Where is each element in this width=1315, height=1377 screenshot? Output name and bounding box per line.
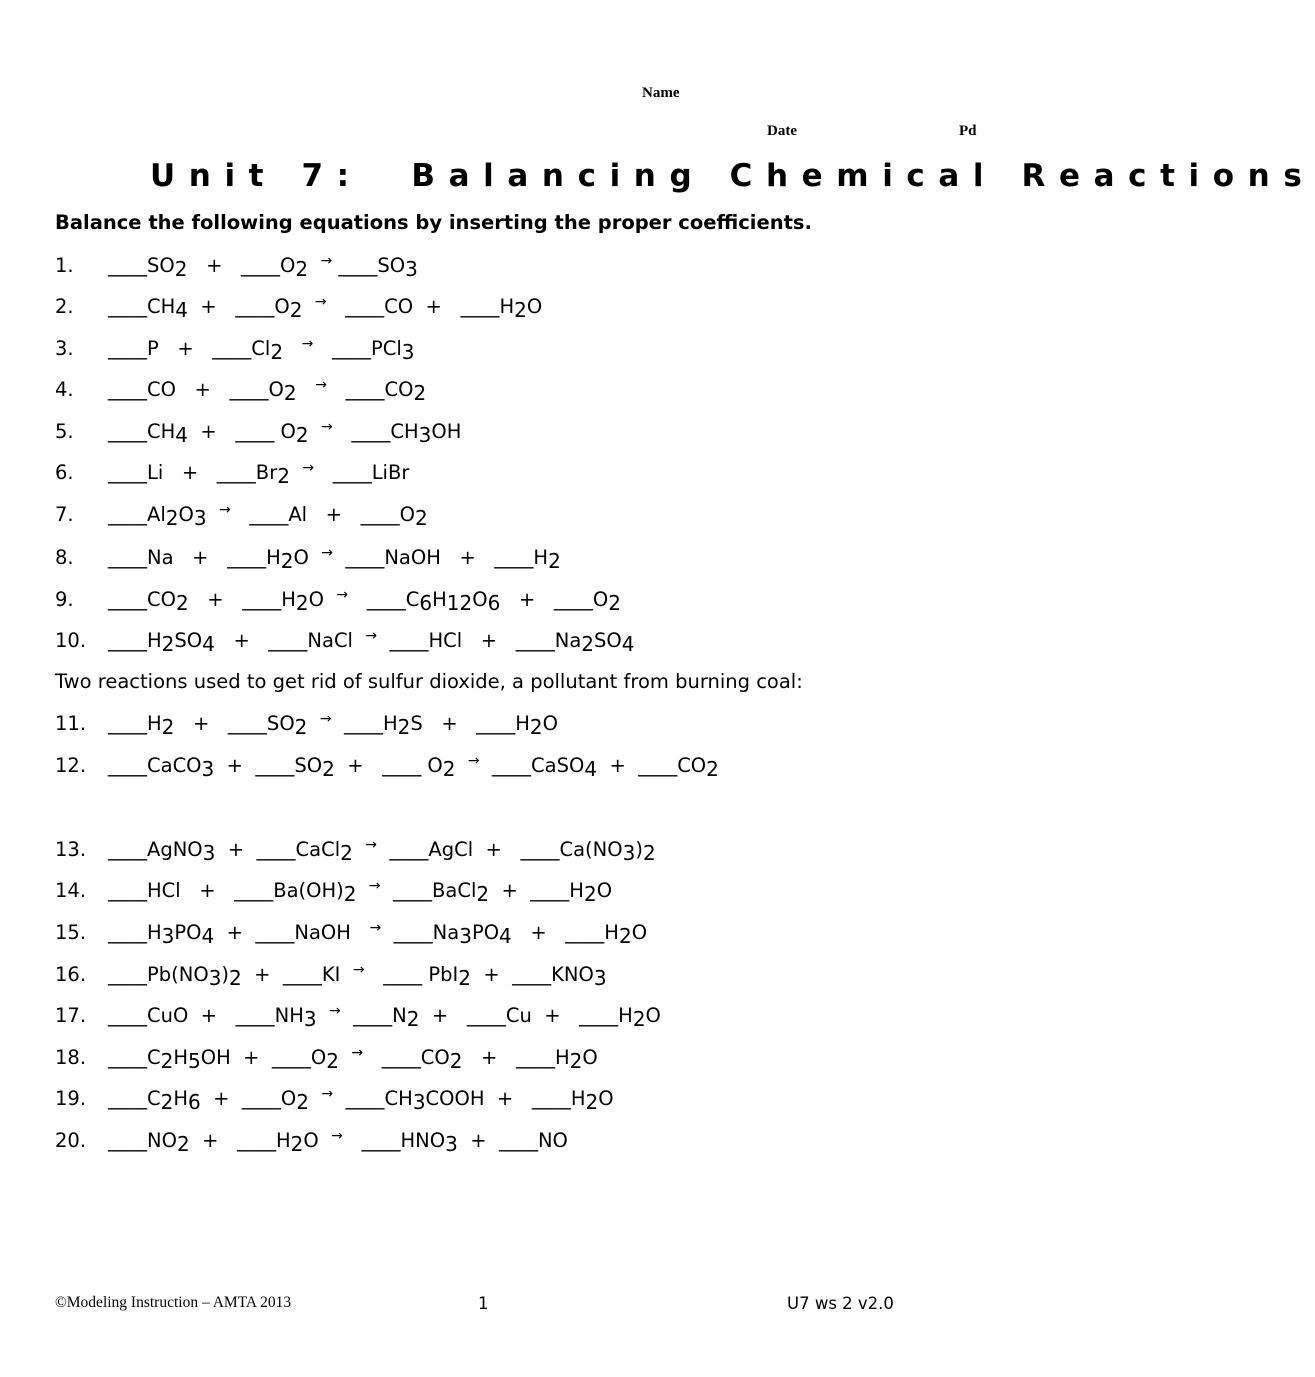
subscript: 3 <box>193 506 207 530</box>
reaction-arrow-icon: → <box>319 711 332 727</box>
subscript: 2 <box>569 1049 583 1073</box>
equation-text: ____AgNO$_3$ + ____CaCl$_2$ → ____AgCl + $\_\_\_\_Ca(NO_3)_2$ <box>108 837 656 865</box>
equation-number: 8. <box>55 546 74 569</box>
subscript: 3 <box>418 423 432 447</box>
equation-text: $\_\_\_\_CO_2$ + $\_\_\_\_H_2O$ → $\_\_\_\_C_6H_{12}O_6$ + $\_\_\_\_O_2$ <box>108 587 621 615</box>
reaction-arrow-icon: → <box>369 920 382 936</box>
subscript: 2 <box>608 591 621 615</box>
subscript: 2 <box>581 632 595 656</box>
reaction-arrow-icon: → <box>351 1045 364 1061</box>
reaction-arrow-icon: → <box>321 419 333 435</box>
subscript: 2 <box>413 381 427 405</box>
subscript: 4 <box>202 632 215 656</box>
subscript: 2 <box>160 1090 174 1114</box>
equation-text: $\_\_\_\_C_2H_6$ + $\_\_\_\_O_2$ → $\_\_\_\_CH_3COOH$ + $\_\_\_\_H_2O$ <box>108 1086 614 1114</box>
subscript: 2 <box>476 882 490 906</box>
section-note: Two reactions used to get rid of sulfur dioxide, a pollutant from burning coal: <box>55 670 803 693</box>
equation-text: $\_\_\_\_Pb(NO_3)_2$ + ____KI → ____ $PbI_2 + \_\_\_\_KNO_3$ <box>108 962 607 990</box>
reaction-arrow-icon: → <box>467 753 480 769</box>
equation-text: $\_\_\_\_H_2$ + $\_\_\_\_SO_2$ → $\_\_\_\_H_2S$ + $\_\_\_\_H_2O$ <box>108 711 559 739</box>
subscript: 6 <box>419 591 433 615</box>
equation-text: $\_\_\_\_Al_2O_3$ → ____Al + $\_\_\_\_O_2$ <box>108 502 428 530</box>
equation-number: 10. <box>55 629 87 652</box>
reaction-arrow-icon: → <box>352 962 365 978</box>
equation-number: 14. <box>55 879 87 902</box>
reaction-arrow-icon: → <box>336 587 349 603</box>
subscript: 2 <box>340 841 353 865</box>
equation-number: 13. <box>55 838 87 861</box>
equation-row <box>55 878 613 909</box>
equation-row <box>55 294 543 325</box>
subscript: 2 <box>397 715 411 739</box>
subscript: 2 <box>583 882 597 906</box>
subscript: 2 <box>343 882 357 906</box>
reaction-arrow-icon: → <box>368 878 381 894</box>
subscript: 4 <box>499 924 512 948</box>
equation-text: ____HCl + $\_\_\_\_Ba(OH)_2$ → ____BaCl$_2$ + $\_\_\_\_H_2O$ <box>108 878 613 906</box>
subscript: 2 <box>548 549 561 573</box>
reaction-arrow-icon: → <box>315 377 327 393</box>
subscript: 2 <box>160 1049 174 1073</box>
subscript: 2 <box>296 1090 309 1114</box>
subscript: 2 <box>449 1049 463 1073</box>
subscript: 2 <box>295 257 309 281</box>
subscript: 3 <box>202 841 216 865</box>
subscript: 2 <box>161 632 175 656</box>
reaction-arrow-icon: → <box>320 253 333 269</box>
equation-number: 7. <box>55 503 74 526</box>
subscript: 3 <box>161 924 175 948</box>
subscript: 2 <box>295 423 309 447</box>
equation-row <box>55 628 635 659</box>
subscript: 2 <box>642 841 656 865</box>
equation-row <box>55 377 427 408</box>
subscript: 2 <box>322 757 335 781</box>
equation-row <box>55 837 656 868</box>
subscript: 2 <box>706 757 719 781</box>
equation-text: $\_\_\_\_CH_4$ + ____ $O_2$ → $\_\_\_\_CH_3OH$ <box>108 419 462 447</box>
reaction-arrow-icon: → <box>301 336 314 352</box>
subscript: 3 <box>459 924 472 948</box>
equation-row <box>55 1086 614 1117</box>
date-label: Date <box>767 123 797 139</box>
reaction-arrow-icon: → <box>321 545 333 561</box>
equation-row <box>55 1045 598 1076</box>
reaction-arrow-icon: → <box>365 837 377 853</box>
equation-number: 6. <box>55 461 74 484</box>
equation-number: 4. <box>55 378 74 401</box>
equation-number: 19. <box>55 1087 87 1110</box>
subscript: 2 <box>165 506 179 530</box>
subscript: 3 <box>412 1090 426 1114</box>
subscript: 4 <box>175 423 189 447</box>
reaction-arrow-icon: → <box>219 502 231 518</box>
subscript: 12 <box>446 591 473 615</box>
reaction-arrow-icon: → <box>321 1086 334 1102</box>
subscript: 2 <box>270 340 284 364</box>
subscript: 4 <box>621 632 635 656</box>
subscript: 2 <box>229 966 242 990</box>
subscript: 2 <box>280 549 294 573</box>
equation-row <box>55 502 428 533</box>
subscript: 2 <box>632 1007 646 1031</box>
equation-row <box>55 419 462 450</box>
equation-number: 11. <box>55 712 87 735</box>
equation-row <box>55 920 648 951</box>
reaction-arrow-icon: → <box>302 460 315 476</box>
subscript: 2 <box>289 298 303 322</box>
equation-text: $\_\_\_\_NO_2$ + $\_\_\_\_H_2O$ → $\_\_\_\_HNO_3$ + ____NO <box>108 1128 568 1156</box>
equation-row <box>55 711 559 742</box>
equation-row <box>55 253 418 284</box>
equation-number: 12. <box>55 754 87 777</box>
equation-text: $\_\_\_\_C_2H_5OH$ + $\_\_\_\_O_2$ → $\_\_\_\_CO_2$ + $\_\_\_\_H_2O$ <box>108 1045 598 1073</box>
subscript: 2 <box>414 506 428 530</box>
equation-number: 15. <box>55 921 87 944</box>
equation-number: 17. <box>55 1004 87 1027</box>
subscript: 3 <box>593 966 607 990</box>
equation-number: 20. <box>55 1129 87 1152</box>
reaction-arrow-icon: → <box>331 1128 343 1144</box>
subscript: 2 <box>618 924 632 948</box>
equation-row <box>55 460 410 491</box>
subscript: 2 <box>442 757 456 781</box>
subscript: 2 <box>406 1007 420 1031</box>
subscript: 2 <box>277 464 290 488</box>
equation-row <box>55 587 621 618</box>
subscript: 3 <box>208 966 222 990</box>
subscript: 2 <box>176 1132 190 1156</box>
equation-row <box>55 545 561 576</box>
equation-text: $\_\_\_\_H_3PO_4$ + ____NaOH → $\_\_\_\_Na_3PO_4$ + $\_\_\_\_H_2O$ <box>108 920 648 948</box>
equation-row <box>55 753 719 784</box>
subscript: 4 <box>201 924 215 948</box>
subscript: 5 <box>188 1049 201 1073</box>
subscript: 2 <box>295 591 309 615</box>
page-title: Unit 7: Balancing Chemical Reactions <box>150 158 1315 194</box>
equation-text: ____P + $\_\_\_\_Cl_2$ → ____PCl$_3$ <box>108 336 415 364</box>
equation-text: ____CO + $\_\_\_\_O_2$ → $\_\_\_\_CO_2$ <box>108 377 427 405</box>
subscript: 4 <box>175 298 189 322</box>
subscript: 3 <box>201 757 215 781</box>
subscript: 6 <box>188 1090 201 1114</box>
name-label: Name <box>642 85 680 101</box>
subscript: 3 <box>303 1007 317 1031</box>
equation-row <box>55 336 415 367</box>
equation-text: $\_\_\_\_CH_4$ + $\_\_\_\_O_2$ → ____CO + $\_\_\_\_H_2O$ <box>108 294 543 322</box>
equation-number: 16. <box>55 963 87 986</box>
subscript: 2 <box>175 591 189 615</box>
subscript: 3 <box>405 257 418 281</box>
footer-page-number: 1 <box>478 1294 489 1313</box>
subscript: 2 <box>585 1090 599 1114</box>
subscript: 3 <box>622 841 636 865</box>
equation-number: 5. <box>55 420 74 443</box>
subscript: 2 <box>283 381 297 405</box>
equation-text: $\_\_\_\_H_2SO_4$ + ____NaCl → ____HCl + $\_\_\_\_Na_2SO_4$ <box>108 628 635 656</box>
equation-row <box>55 962 607 993</box>
subscript: 2 <box>161 715 175 739</box>
equation-text: ____CaCO$_3$ + $\_\_\_\_SO_2$ + ____ $O_2$ → ____CaSO$_4$ + $\_\_\_\_CO_2$ <box>108 753 719 781</box>
equation-row <box>55 1003 661 1034</box>
subscript: 2 <box>174 257 188 281</box>
equation-number: 1. <box>55 254 74 277</box>
equation-text: ____Li + $\_\_\_\_Br_2$ → ____LiBr <box>108 460 410 488</box>
subscript: 2 <box>514 298 527 322</box>
footer-version: U7 ws 2 v2.0 <box>787 1294 894 1313</box>
equation-row <box>55 1128 568 1159</box>
reaction-arrow-icon: → <box>314 294 327 310</box>
subscript: 2 <box>326 1049 339 1073</box>
equation-number: 3. <box>55 337 74 360</box>
subscript: 3 <box>401 340 415 364</box>
reaction-arrow-icon: → <box>365 628 378 644</box>
subscript: 2 <box>290 1132 304 1156</box>
subscript: 6 <box>487 591 501 615</box>
equation-text: ____CuO + $\_\_\_\_NH_3$ → $\_\_\_\_N_2$ + ____Cu + $\_\_\_\_H_2O$ <box>108 1003 661 1031</box>
subscript: 2 <box>458 966 471 990</box>
equation-number: 18. <box>55 1046 87 1069</box>
footer-copyright: ©Modeling Instruction – AMTA 2013 <box>55 1294 292 1311</box>
reaction-arrow-icon: → <box>329 1003 341 1019</box>
equation-number: 2. <box>55 295 74 318</box>
period-label: Pd <box>959 123 977 139</box>
subscript: 2 <box>529 715 543 739</box>
subscript: 2 <box>294 715 308 739</box>
subscript: 4 <box>584 757 598 781</box>
subscript: 3 <box>445 1132 458 1156</box>
instructions: Balance the following equations by inserting the proper coefficients. <box>55 211 812 234</box>
equation-text: $\_\_\_\_SO_2$ + $\_\_\_\_O_2$ → $\_\_\_\_SO_3$ <box>108 253 418 281</box>
equation-text: ____Na + $\_\_\_\_H_2O$ → ____NaOH + $\_\_\_\_H_2$ <box>108 545 561 573</box>
equation-number: 9. <box>55 588 74 611</box>
